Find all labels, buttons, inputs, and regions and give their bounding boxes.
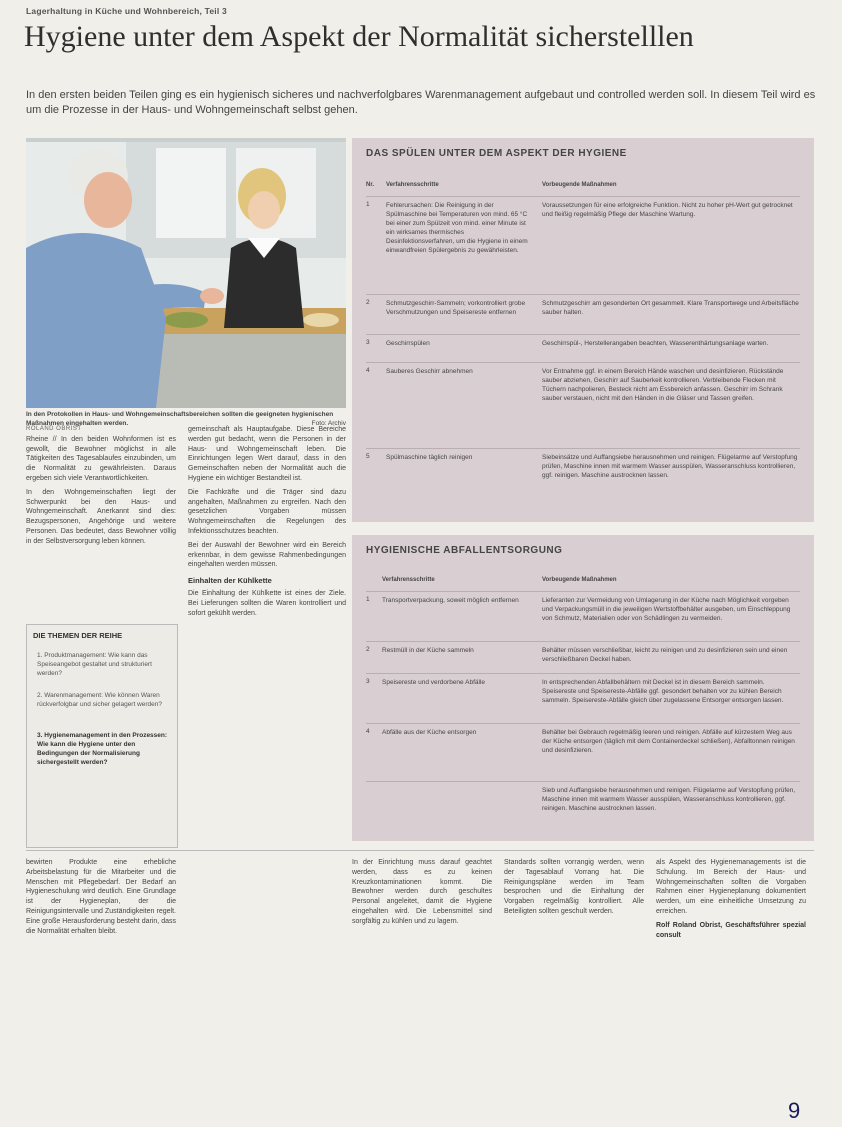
row-number: 2	[366, 646, 370, 653]
row-number: 4	[366, 728, 370, 735]
row-divider	[366, 781, 800, 782]
row-step: Restmüll in der Küche sammeln	[382, 647, 474, 654]
kicker: Lagerhaltung in Küche und Wohnbereich, Teil 3	[26, 6, 227, 16]
col-nr: Nr.	[366, 182, 375, 188]
row-measure: Vor Entnahme ggf. in einem Bereich Hände waschen und desinfizieren. Rückstände sauber abziehen, Geschirr auf Sauberkeit kontrollieren. Verbleibende Flecken mit Tüchern nachpolieren, Besteck nicht am Essbereich anfassen. Geschirr im Schrank sauber verstauen, nicht mit den Händen in die Gläser und Tassen greifen.	[542, 368, 784, 402]
paragraph: gemeinschaft als Hauptaufgabe. Diese Bereiche werden gut bedacht, wenn die Personen in der Haus- und Wohngemeinschaft leben. Die Einrichtungen legen Wert darauf, dass in den Gemeinschaften neben der Normalität auch die Hygiene ein wichtiger Bestandteil ist.	[188, 426, 346, 482]
subheading: Einhalten der Kühlkette	[188, 576, 272, 586]
paragraph: Rheine // In den beiden Wohnformen ist es gewollt, die Bewohner möglichst in alle Tätigkeiten des Tagesablaufes einzubinden, um die Normalität zu gewährleisten. Daraus ergeben sich viele Verantwortlichkeiten.	[26, 435, 176, 482]
row-measure: Sieb und Auffangsiebe herausnehmen und reinigen. Flügelarme auf Verstopfung prüfen, Maschine innen mit warmem Wasser ausspülen, Wasseranschluss kontrollieren, ggf. reinigen. Maschine austrocknen lassen.	[542, 787, 796, 812]
article-photo	[26, 138, 346, 408]
table-title: DAS SPÜLEN UNTER DEM ASPEKT DER HYGIENE	[366, 148, 627, 159]
row-measure: Behälter bei Gebrauch regelmäßig leeren und reinigen. Abfälle auf kürzestem Weg aus der Küche entsorgen (täglich mit dem Containerdeckel schließen), Abfalltonnen reinigen und desinfizieren.	[542, 729, 795, 754]
table-title: HYGIENISCHE ABFALLENTSORGUNG	[366, 545, 563, 556]
bottom-column-4	[656, 858, 806, 944]
row-divider	[366, 448, 800, 449]
row-measure: Siebeinsätze und Auffangsiebe herausnehmen und reinigen. Flügelarme auf Verstopfung prüfen, Maschine innen mit warmem Wasser ausspülen, Wasseranschluss kontrollieren, ggf. reinigen. Maschine austrocknen lassen.	[542, 454, 798, 479]
bottom-column-1	[26, 858, 176, 940]
row-measure: In entsprechenden Abfallbehältern mit Deckel ist in diesem Bereich sammeln. Speisereste und Speisereste-Abfälle ggf. gesondert behalten vor zu kühlen Bereich sammeln. Speisereste-Abfälle gleich über zugelassene Entsorger entsorgen lassen.	[542, 679, 784, 704]
row-step: Geschirrspülen	[386, 340, 430, 347]
paragraph: In den Wohngemeinschaften liegt der Schwerpunkt bei den Haus- und Wohngemeinschaft. Anerkannt sind dies: Bezugspersonen, Angehörige und weitere Personen. Das bedeutet, dass Bewohner völlig in der Selbstversorgung leben können.	[26, 488, 176, 545]
paragraph: In der Einrichtung muss darauf geachtet werden, dass es zu keinen Kreuzkontaminationen kommt. Die Bewohner werden durch geschultes Personal angeleitet, damit die Hygiene eingehalten wird. Die Lebensmittel sind sorgfältig zu kühlen und zu lagern.	[352, 859, 492, 925]
row-step: Schmutzgeschirr-Sammeln; vorkontrolliert grobe Verschmutzungen und Speisereste entfernen	[386, 300, 526, 316]
row-divider	[366, 673, 800, 674]
row-number: 3	[366, 678, 370, 685]
row-step: Abfälle aus der Küche entsorgen	[382, 729, 477, 736]
col-measures: Vorbeugende Maßnahmen	[542, 577, 617, 583]
divider	[26, 850, 814, 851]
paragraph: Die Fachkräfte und die Träger sind dazu angehalten, Maßnahmen zu ergreifen. Nach den gesetzlichen Vorgaben müssen Wohngemeinschaften die Regelungen des Infektionsschutzes beachten.	[188, 488, 346, 535]
row-measure: Voraussetzungen für eine erfolgreiche Funktion. Nicht zu hoher pH-Wert gut getrocknet und fleißig regelmäßig Pflege der Maschine Wartung.	[542, 202, 793, 218]
row-number: 3	[366, 339, 370, 346]
row-divider	[366, 641, 800, 642]
col-steps: Verfahrensschritte	[382, 577, 435, 583]
article-column-2	[188, 425, 346, 622]
paragraph: bewirten Produkte eine erhebliche Arbeitsbelastung für die Mitarbeiter und die Menschen mit Pflegebedarf. Der Bedarf an Hygieneschulung wird deutlich. Eine Grundlage ist der Hygieneplan, der die Reinigungsintervalle und Zuständigkeiten regelt. Eine große Herausforderung besteht darin, dass die Normalität erhalten bleibt.	[26, 859, 176, 935]
box-title: DIE THEMEN DER REIHE	[33, 631, 123, 640]
byline: ROLAND OBRIST	[26, 426, 82, 432]
row-measure: Geschirrspül-, Herstellerangaben beachten, Wasserenthärtungsanlage warten.	[542, 340, 769, 347]
row-step: Sauberes Geschirr abnehmen	[386, 368, 473, 375]
table-spuelen	[352, 138, 814, 522]
row-divider	[366, 196, 800, 197]
row-divider	[366, 294, 800, 295]
box-item: 2. Warenmanagement: Wie können Waren rückverfolgbar und sicher gelagert werden?	[37, 692, 163, 708]
article-column-1	[26, 425, 176, 551]
col-measures: Vorbeugende Maßnahmen	[542, 182, 617, 188]
box-item: 1. Produktmanagement: Wie kann das Speiseangebot gestaltet und strukturiert werden?	[37, 652, 152, 677]
row-divider	[366, 591, 800, 592]
bottom-column-3	[504, 858, 644, 921]
row-step: Transportverpackung, soweit möglich entfernen	[382, 597, 519, 604]
table-abfall	[352, 535, 814, 841]
row-step: Speisereste und verdorbene Abfälle	[382, 679, 485, 686]
box-item-current: 3. Hygienemanagement in den Prozessen: Wie kann die Hygiene unter den Bedingungen der Normalisierung sichergestellt werden?	[37, 732, 168, 766]
paragraph: Die Einhaltung der Kühlkette ist eines der Ziele. Bei Lieferungen sollten die Waren kontrolliert und sofort gekühlt werden.	[188, 589, 346, 617]
paragraph: als Aspekt des Hygienemanagements ist die Schulung. Im Bereich der Haus- und Wohngemeinschaften sollten die Vorgaben Rahmen einer Hygieneplanung dokumentiert werden, um eine einheitliche Umsetzung zu erreichen.	[656, 859, 806, 915]
photo-credit: Foto: Archiv	[311, 420, 346, 427]
row-measure: Schmutzgeschirr am gesonderten Ort gesammelt. Klare Transportwege und Arbeitsfläche sauber halten.	[542, 300, 799, 316]
row-divider	[366, 723, 800, 724]
paragraph: Bei der Auswahl der Bewohner wird ein Bereich erkennbar, in dem gewisse Rahmenbedingungen eingehalten werden müssen.	[188, 541, 346, 569]
caption-text: In den Protokollen in Haus- und Wohngemeinschaftsbereichen sollten die geeigneten hygienischen Maßnahmen eingehalten werden.	[26, 411, 334, 427]
bottom-column-2	[352, 858, 492, 931]
author-signature: Rolf Roland Obrist, Geschäftsführer spezial consult	[656, 921, 806, 939]
row-divider	[366, 334, 800, 335]
series-topics-box	[26, 624, 178, 848]
row-number: 2	[366, 299, 370, 306]
col-steps: Verfahrensschritte	[386, 182, 439, 188]
photo-illustration	[26, 138, 346, 408]
row-measure: Lieferanten zur Vermeidung von Umlagerung in der Küche nach Möglichkeit vorgeben und Verpackungsmüll in die jeweiligen Wertstoffbehälter ausgeben, um Einschleppung von Schmutz, Materialien oder von Schädlingen zu vermeiden.	[542, 597, 791, 622]
row-divider	[366, 362, 800, 363]
row-step: Fehlerursachen: Die Reinigung in der Spülmaschine bei Temperaturen von mind. 65 °C bei einer zum Spülzeit von mind. einer Minute ist ein wirksames thermisches Desinfektionsverfahren, um die Hygiene in einem einwandfreien Spülergebnis zu gewährleisten.	[386, 202, 528, 254]
row-measure: Behälter müssen verschließbar, leicht zu reinigen und zu desinfizieren sein und einen verschließbaren Deckel haben.	[542, 647, 788, 663]
row-number: 5	[366, 453, 370, 460]
row-number: 4	[366, 367, 370, 374]
paragraph: Standards sollten vorrangig werden, wenn der Tagesablauf Vorrang hat. Die Reinigungspläne werden im Team besprochen und die Einhaltung der Vorgaben regelmäßig kontrolliert. Alle Beteiligten sollten geschult werden.	[504, 859, 644, 915]
page-title: Hygiene unter dem Aspekt der Normalität sicherstelllen	[24, 20, 694, 53]
lead-paragraph: In den ersten beiden Teilen ging es ein hygienisch sicheres und nachverfolgbares Warenmanagement aufgebaut und controlled werden soll. In diesem Teil wird es um die Prozesse in der Haus- und Wohngemeinschaft selbst gehen.	[26, 89, 816, 116]
row-step: Spülmaschine täglich reinigen	[386, 454, 473, 461]
page-number: 9	[788, 1098, 801, 1123]
row-number: 1	[366, 596, 370, 603]
row-number: 1	[366, 201, 370, 208]
